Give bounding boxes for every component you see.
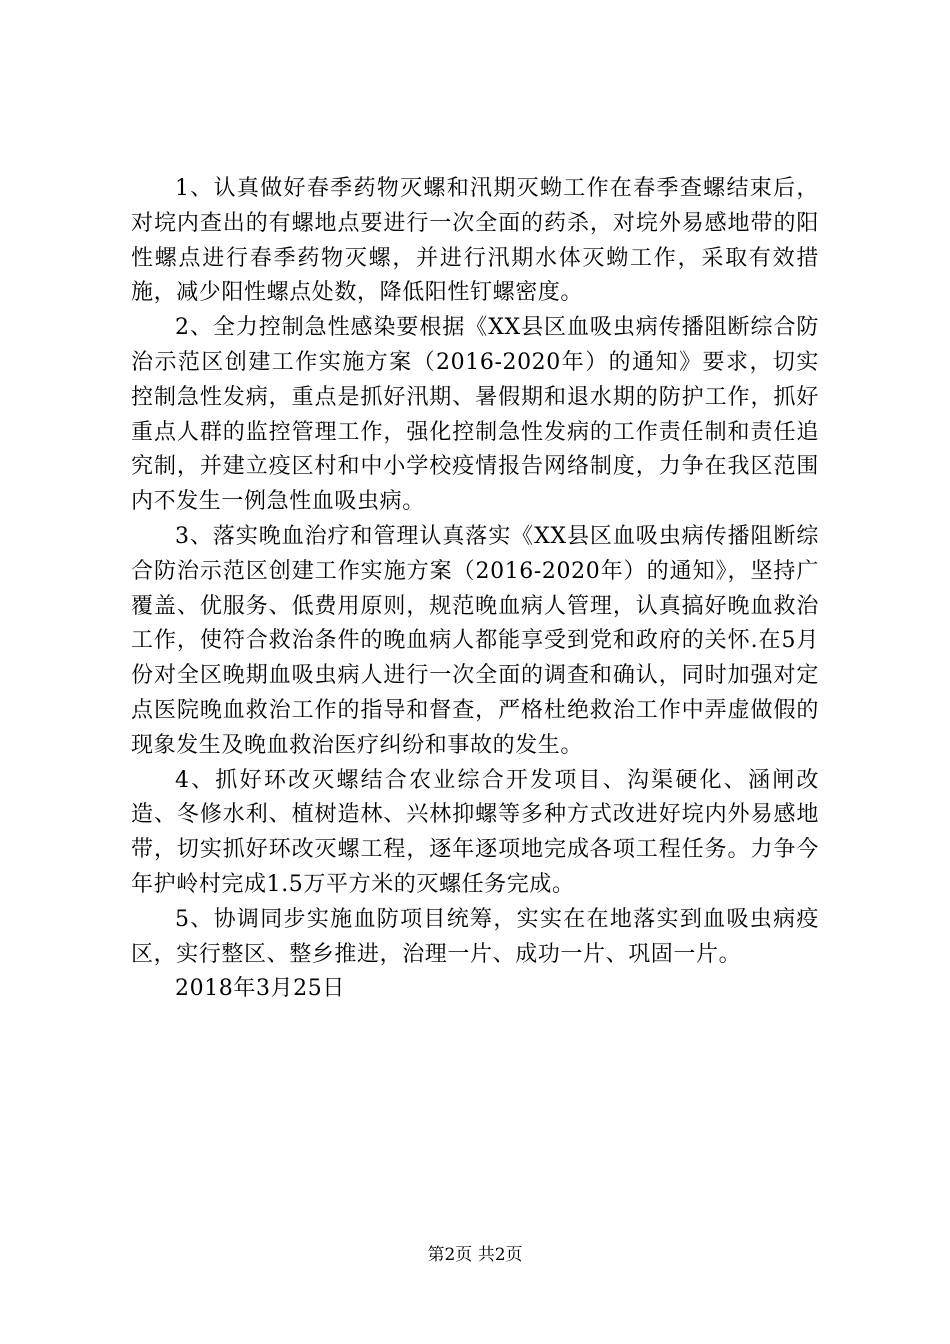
paragraph-2: 2、全力控制急性感染要根据《XX县区血吸虫病传播阻断综合防治示范区创建工作实施方案（2016-2020年）的通知》要求，切实控制急性发病，重点是抓好汛期、暑假期和退水期的防护工作，抓好重点人群的监控管理工作，强化控制急性发病的工作责任制和责任追究制，并建立疫区村和中小学校疫情报告网络制度，力争在我区范围内不发生一例急性血吸虫病。 <box>131 315 819 515</box>
document-date: 2018年3月25日 <box>175 976 345 1002</box>
paragraph-1: 1、认真做好春季药物灭螺和汛期灭蚴工作在春季查螺结束后，对垸内查出的有螺地点要进行一次全面的药杀，对垸外易感地带的阳性螺点进行春季药物灭螺，并进行汛期水体灭蚴工作，采取有效措施，减少阳性螺点处数，降低阳性钉螺密度。 <box>131 176 819 306</box>
paragraph-5: 5、协调同步实施血防项目统筹，实实在在地落实到血吸虫病疫区，实行整区、整乡推进，治理一片、成功一片、巩固一片。 <box>131 906 819 967</box>
page-number-footer: 第2页 共2页 <box>427 1245 523 1265</box>
document-body <box>131 172 819 1007</box>
paragraph-3: 3、落实晚血治疗和管理认真落实《XX县区血吸虫病传播阻断综合防治示范区创建工作实施方案（2016-2020年）的通知》，坚持广覆盖、优服务、低费用原则，规范晚血病人管理，认真搞好晚血救治工作，使符合救治条件的晚血病人都能享受到党和政府的关怀.在5月份对全区晚期血吸虫病人进行一次全面的调查和确认，同时加强对定点医院晚血救治工作的指导和督查，严格杜绝救治工作中弄虚做假的现象发生及晚血救治医疗纠纷和事故的发生。 <box>131 523 819 758</box>
paragraph-4: 4、抓好环改灭螺结合农业综合开发项目、沟渠硬化、涵闸改造、冬修水利、植树造林、兴林抑螺等多种方式改进好垸内外易感地带，切实抓好环改灭螺工程，逐年逐项地完成各项工程任务。力争今年护岭村完成1.5万平方米的灭螺任务完成。 <box>131 767 819 897</box>
